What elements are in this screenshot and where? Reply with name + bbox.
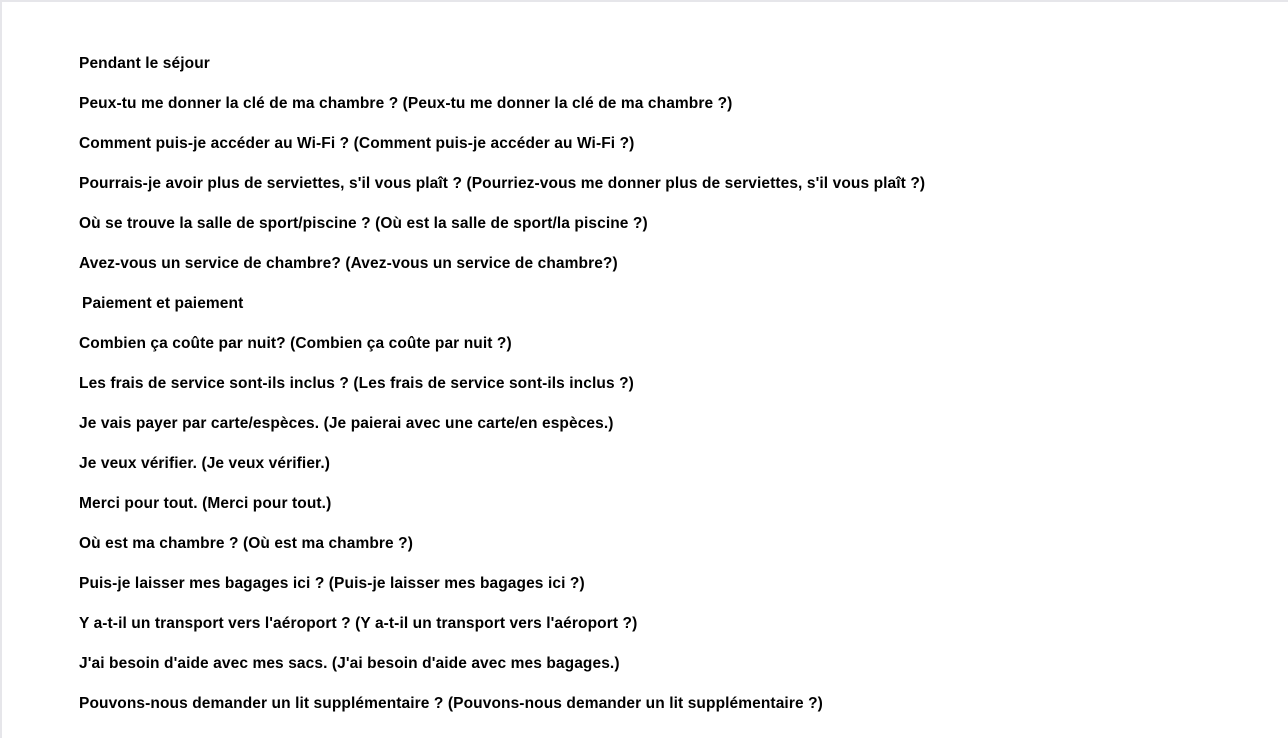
phrase-item: Pouvons-nous demander un lit supplémentaire ? (Pouvons-nous demander un lit supplémentaire ?): [79, 695, 823, 712]
phrase-list: [79, 53, 1259, 733]
section-heading-during-stay: Pendant le séjour: [79, 55, 210, 72]
phrase-item: Comment puis-je accéder au Wi-Fi ? (Comment puis-je accéder au Wi-Fi ?): [79, 135, 635, 152]
phrase-item: Les frais de service sont-ils inclus ? (Les frais de service sont-ils inclus ?): [79, 375, 634, 392]
phrase-item: Je vais payer par carte/espèces. (Je paierai avec une carte/en espèces.): [79, 415, 614, 432]
phrase-item: Puis-je laisser mes bagages ici ? (Puis-je laisser mes bagages ici ?): [79, 575, 585, 592]
phrase-item: Peux-tu me donner la clé de ma chambre ? (Peux-tu me donner la clé de ma chambre ?): [79, 95, 733, 112]
phrase-item: Où est ma chambre ? (Où est ma chambre ?): [79, 535, 413, 552]
phrase-item: Avez-vous un service de chambre? (Avez-vous un service de chambre?): [79, 255, 618, 272]
phrase-item: Où se trouve la salle de sport/piscine ? (Où est la salle de sport/la piscine ?): [79, 215, 648, 232]
phrase-item: Pourrais-je avoir plus de serviettes, s'il vous plaît ? (Pourriez-vous me donner plus de serviettes, s'il vous plaît ?): [79, 175, 926, 192]
phrase-item: J'ai besoin d'aide avec mes sacs. (J'ai besoin d'aide avec mes bagages.): [79, 655, 620, 672]
phrase-item: Je veux vérifier. (Je veux vérifier.): [79, 455, 330, 472]
phrase-item: Merci pour tout. (Merci pour tout.): [79, 495, 332, 512]
phrase-item: Y a-t-il un transport vers l'aéroport ? (Y a-t-il un transport vers l'aéroport ?): [79, 615, 638, 632]
phrase-item: Combien ça coûte par nuit? (Combien ça coûte par nuit ?): [79, 335, 512, 352]
section-heading-payment: Paiement et paiement: [82, 295, 244, 312]
